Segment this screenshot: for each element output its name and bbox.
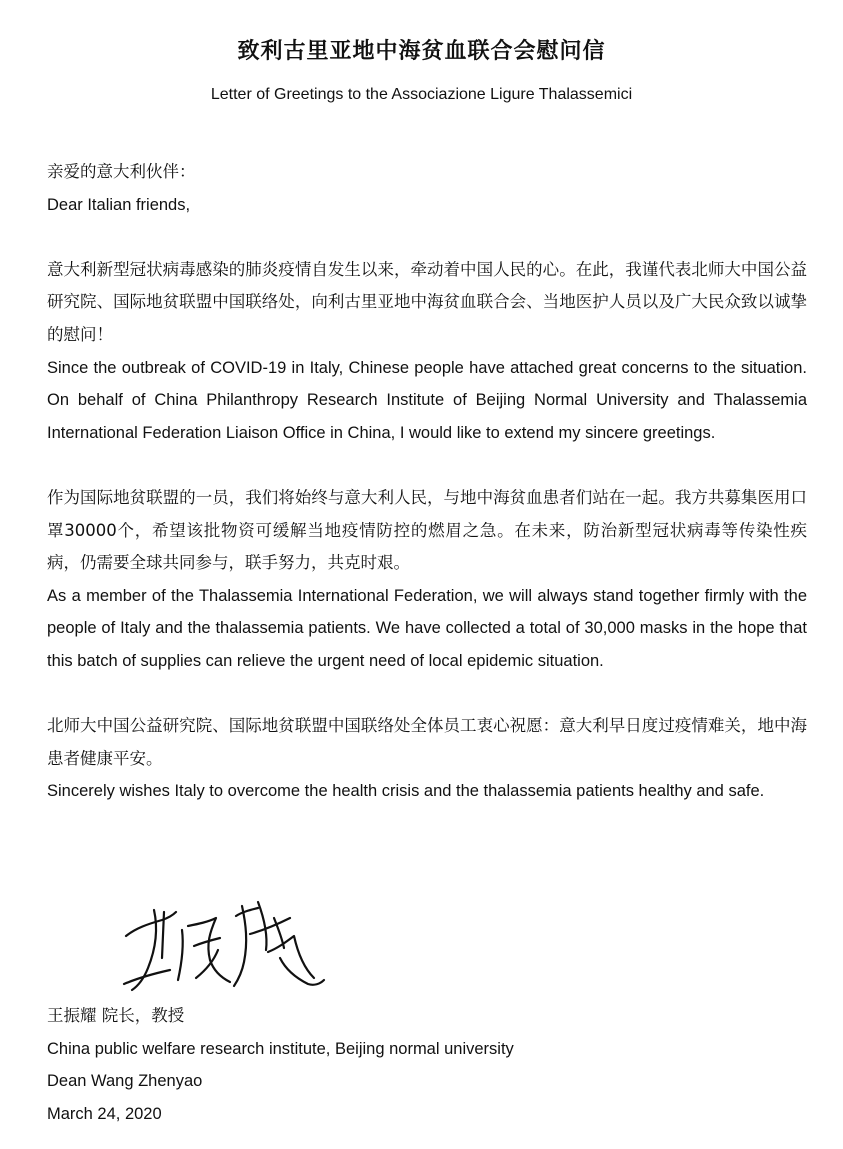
signature-stroke — [250, 918, 290, 934]
signature-stroke — [234, 906, 246, 986]
paragraph-1-english: Since the outbreak of COVID-19 in Italy, Chinese people have attached great concerns to the situation. On behalf of China Philanthropy Research Institute of Beijing Normal University and Thalassemia International Federation Liaison Office in China, I would like to extend my sincere greetings. — [47, 358, 807, 442]
letter-title-chinese: 致利古里亚地中海贫血联合会慰问信 — [237, 39, 606, 64]
signature-stroke — [188, 918, 230, 982]
paragraph-1-chinese: 意大利新型冠状病毒感染的肺炎疫情自发生以来，牵动着中国人民的心。在此，我谨代表北师大中国公益研究院、国际地贫联盟中国联络处，向利古里亚地中海贫血联合会、当地医护人员以及广大民众致以诚挚的慰问！ — [47, 259, 807, 344]
signature-stroke — [258, 902, 267, 950]
paragraph-gap — [47, 449, 807, 482]
signature-stroke — [196, 950, 218, 978]
signatory-name-english: Dean Wang Zhenyao — [47, 1072, 203, 1091]
signatory-name-title: 王振耀 院长，教授 — [47, 1006, 185, 1025]
salutation-chinese: 亲爱的意大利伙伴： — [47, 162, 196, 181]
paragraph-3-english: Sincerely wishes Italy to overcome the health crisis and the thalassemia patients healthy and safe. — [47, 782, 765, 801]
paragraph-2-chinese: 作为国际地贫联盟的一员，我们将始终与意大利人民，与地中海贫血患者们站在一起。我方共募集医用口罩30000个，希望该批物资可缓解当地疫情防控的燃眉之急。在未来，防治新型冠状病毒等传染性疾病，仍需要全球共同参与，联手努力，共克时艰。 — [47, 487, 807, 573]
closing-block — [47, 1000, 807, 1130]
signature-stroke — [236, 908, 258, 916]
handwritten-signature — [118, 898, 328, 998]
paragraph-2-english: As a member of the Thalassemia International Federation, we will always stand together firmly with the people of Italy and the thalassemia patients. We have collected a total of 30,000 masks in the hope that this batch of supplies can relieve the urgent need of local epidemic situation. — [47, 586, 807, 670]
letter-date: March 24, 2020 — [47, 1104, 162, 1123]
salutation-english: Dear Italian friends, — [47, 195, 191, 214]
letter-body — [47, 156, 807, 808]
paragraph-3-chinese: 北师大中国公益研究院、国际地贫联盟中国联络处全体员工衷心祝愿：意大利早日度过疫情难关，地中海患者健康平安。 — [47, 716, 807, 768]
signature-stroke — [126, 912, 176, 936]
signature-stroke — [194, 938, 220, 946]
letter-title-english: Letter of Greetings to the Associazione Ligure Thalassemici — [210, 86, 633, 103]
signatory-organization: China public welfare research institute, Beijing normal university — [47, 1039, 514, 1058]
paragraph-gap — [47, 678, 807, 711]
signature-stroke — [178, 930, 183, 980]
paragraph-gap — [47, 221, 807, 254]
